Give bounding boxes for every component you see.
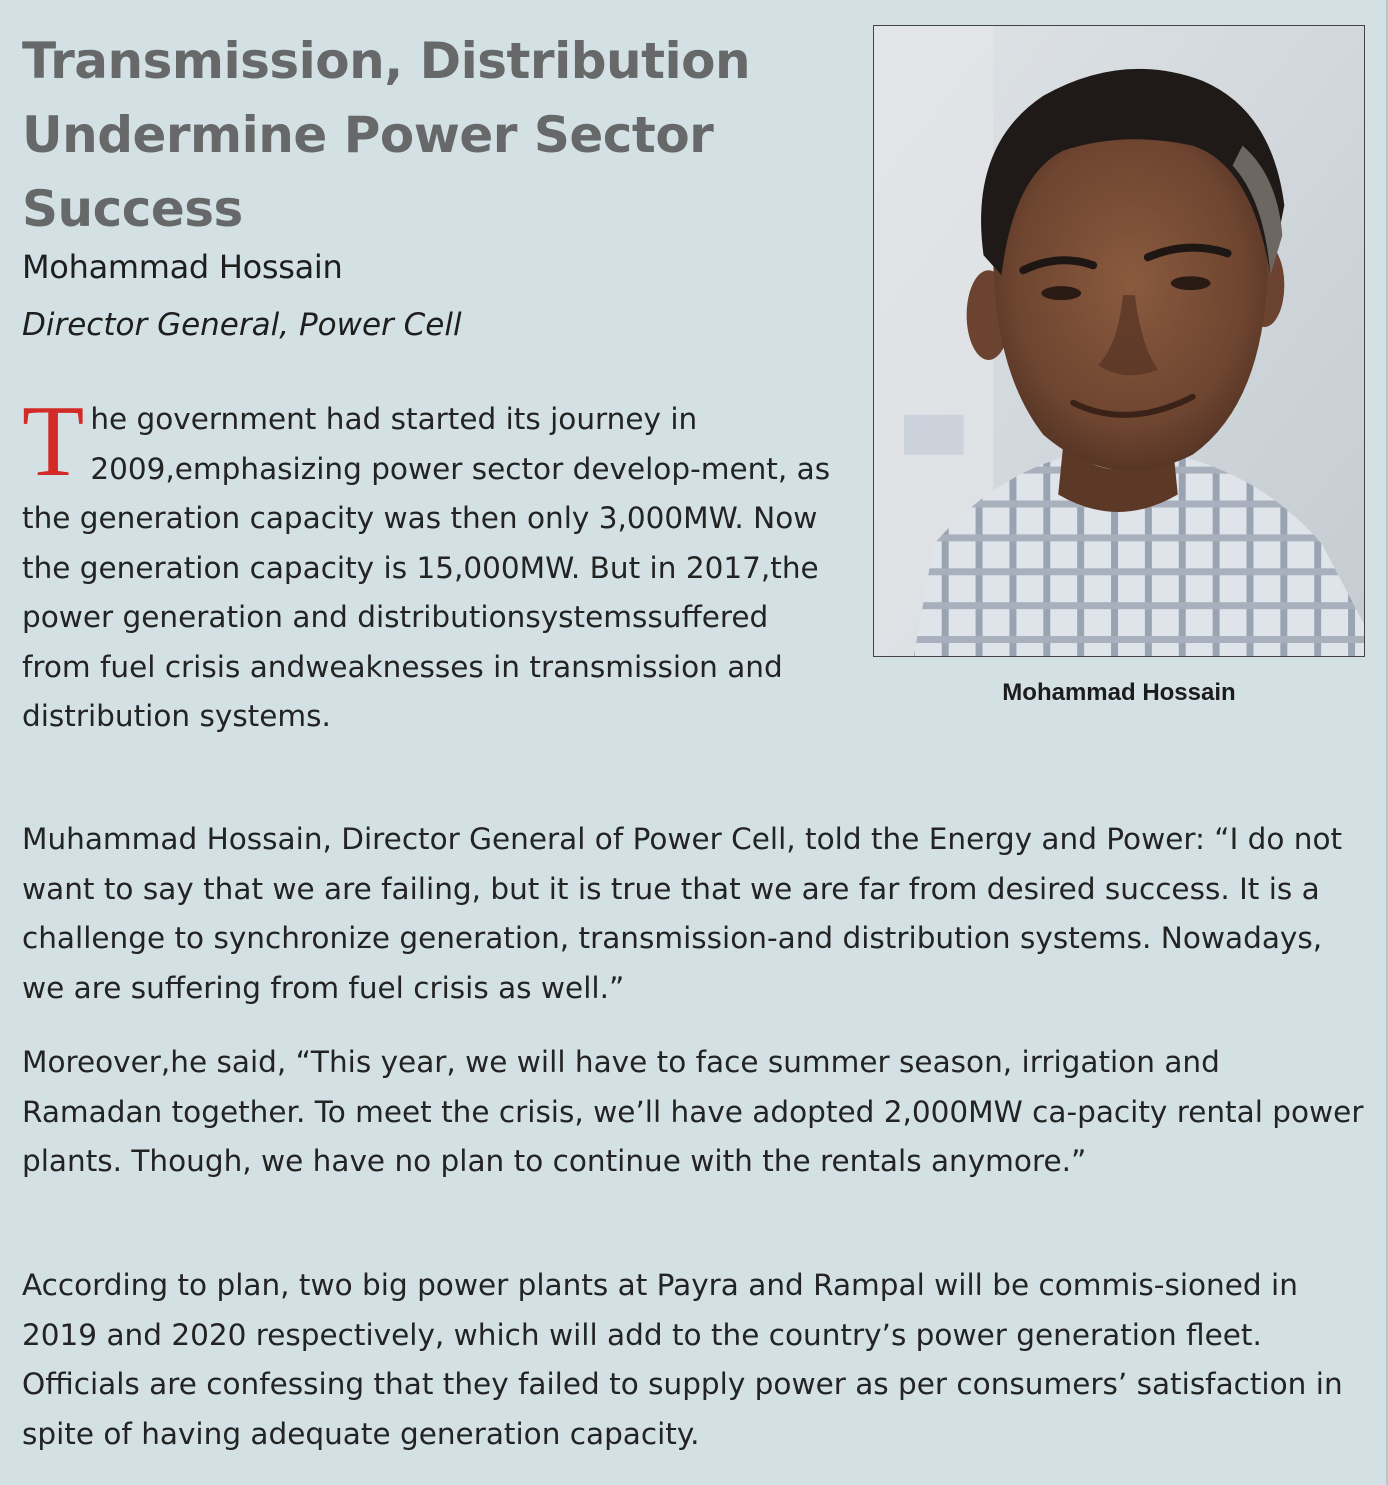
article-headline: Transmission, Distribution Undermine Power Sector Success bbox=[22, 32, 751, 238]
article-paragraph-1 bbox=[22, 385, 842, 742]
author-photo bbox=[873, 25, 1365, 657]
article-paragraph-3: Moreover,he said, “This year, we will have to face summer season, irrigation and Ramadan together. To meet the crisis, we’ll have adopted 2,000MW ca-pacity rental power plants. Though, we have no plan to continue with the rentals anymore.” bbox=[22, 1045, 1364, 1178]
author-name: Mohammad Hossain bbox=[22, 248, 343, 286]
article-paragraph-4: According to plan, two big power plants at Payra and Rampal will be commis-sioned in 2019 and 2020 respectively, which will add to the country’s power generation fleet. Officials are confessing that they failed to supply power as per consumers’ satisfaction in spite of having adequate generation capacity. bbox=[22, 1268, 1343, 1451]
article-paragraph-2: Muhammad Hossain, Director General of Power Cell, told the Energy and Power: “I do not want to say that we are failing, but it is true that we are far from desired success. It is a challenge to synchronize generation, transmission-and distribution systems. Nowadays, we are suffering from fuel crisis as well.” bbox=[22, 822, 1343, 1005]
photo-caption: Mohammad Hossain bbox=[1002, 679, 1236, 706]
author-title: Director General, Power Cell bbox=[22, 307, 462, 343]
drop-cap: T bbox=[22, 385, 85, 498]
paragraph-1-text: he government had started its journey in 2009,emphasizing power sector develop-ment, as the generation capacity was then only 3,000MW. Now the generation capacity is 15,000MW. But in 2017,the power generation and distributionsystemssuffered from fuel crisis andweaknesses in transmission and distribution systems. bbox=[22, 402, 831, 733]
portrait-illustration bbox=[874, 26, 1364, 656]
